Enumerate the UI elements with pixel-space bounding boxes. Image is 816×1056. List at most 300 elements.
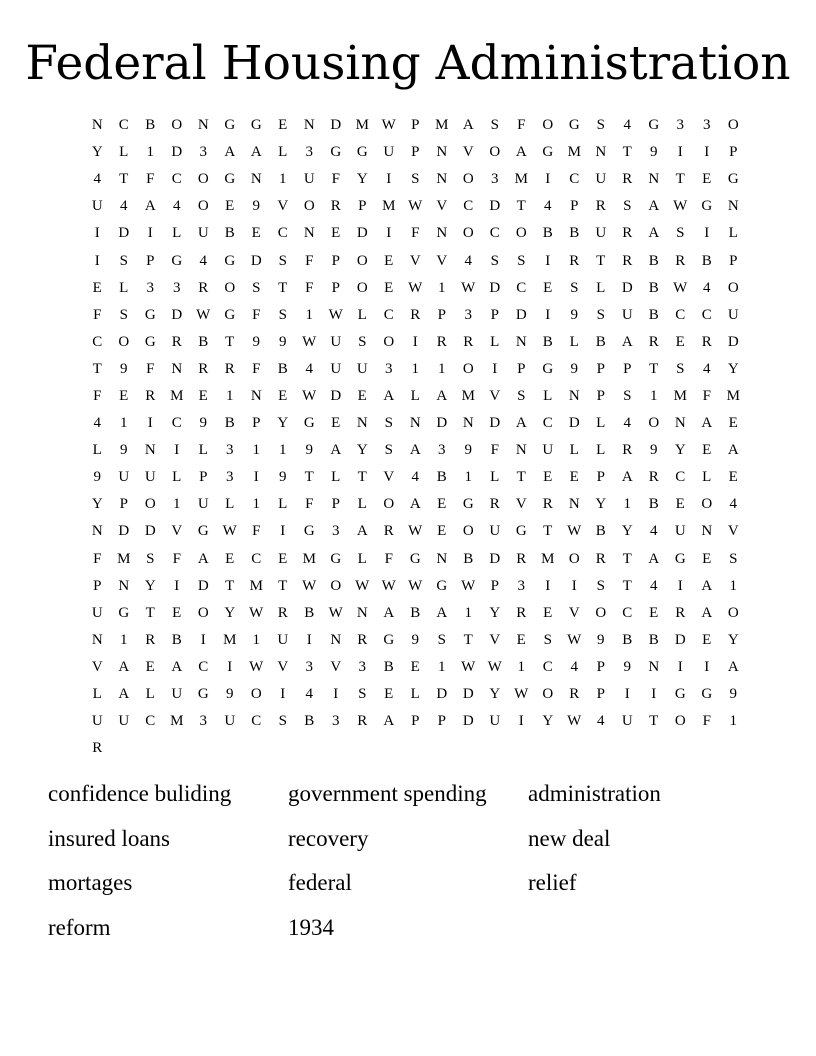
- grid-cell: C: [198, 658, 209, 675]
- grid-cell: F: [411, 225, 420, 242]
- grid-cell: F: [702, 387, 711, 404]
- grid-cell: G: [224, 117, 236, 134]
- grid-cell: G: [303, 415, 315, 432]
- grid-cell: N: [515, 442, 527, 459]
- grid-cell: F: [146, 171, 155, 188]
- grid-cell: L: [702, 469, 712, 486]
- grid-cell: C: [516, 279, 527, 296]
- grid-cell: P: [490, 577, 499, 594]
- grid-cell: I: [545, 306, 551, 323]
- grid-cell: Y: [595, 496, 607, 513]
- grid-cell: N: [727, 198, 739, 215]
- grid-cell: G: [224, 171, 236, 188]
- grid-cell: F: [93, 550, 102, 567]
- grid-cell: T: [622, 550, 632, 567]
- grid-cell: T: [675, 171, 685, 188]
- grid-cell: C: [251, 550, 262, 567]
- grid-cell: N: [648, 171, 660, 188]
- grid-cell: C: [383, 306, 394, 323]
- grid-cell: N: [409, 415, 421, 432]
- grid-cell: N: [250, 387, 262, 404]
- grid-cell: T: [92, 360, 102, 377]
- grid-cell: N: [595, 144, 607, 161]
- grid-cell: U: [330, 333, 342, 350]
- grid-cell: M: [249, 577, 263, 594]
- grid-cell: Y: [91, 496, 103, 513]
- grid-cell: P: [570, 198, 579, 215]
- grid-cell: 9: [279, 469, 287, 486]
- grid-cell: W: [408, 577, 423, 594]
- grid-cell: A: [118, 658, 130, 675]
- grid-cell: 1: [173, 496, 181, 513]
- grid-cell: I: [677, 658, 683, 675]
- grid-cell: N: [462, 415, 474, 432]
- grid-cell: L: [490, 333, 500, 350]
- grid-cell: U: [383, 144, 395, 161]
- grid-cell: I: [94, 225, 100, 242]
- grid-cell: V: [383, 469, 395, 486]
- grid-cell: I: [386, 225, 392, 242]
- grid-cell: B: [171, 631, 182, 648]
- grid-cell: C: [489, 225, 500, 242]
- grid-cell: N: [436, 144, 448, 161]
- grid-cell: U: [621, 306, 633, 323]
- grid-cell: S: [358, 333, 367, 350]
- page-title: Federal Housing Administration: [25, 36, 791, 91]
- word-list-item: administration: [528, 781, 661, 806]
- grid-cell: B: [701, 252, 712, 269]
- grid-cell: G: [701, 198, 713, 215]
- grid-cell: U: [224, 713, 236, 730]
- grid-cell: 1: [438, 658, 446, 675]
- grid-cell: F: [517, 117, 526, 134]
- grid-cell: R: [330, 198, 341, 215]
- grid-cell: U: [91, 713, 103, 730]
- grid-cell: O: [648, 415, 660, 432]
- grid-cell: I: [412, 333, 418, 350]
- word-list-item: government spending: [288, 781, 487, 806]
- grid-cell: C: [675, 306, 686, 323]
- grid-cell: W: [381, 117, 396, 134]
- grid-cell: 4: [120, 198, 128, 215]
- grid-cell: I: [704, 144, 710, 161]
- grid-cell: M: [673, 387, 687, 404]
- grid-cell: F: [490, 442, 499, 459]
- grid-cell: P: [437, 306, 446, 323]
- grid-cell: L: [596, 442, 606, 459]
- grid-cell: V: [515, 496, 527, 513]
- grid-cell: W: [355, 577, 370, 594]
- grid-cell: U: [171, 686, 183, 703]
- grid-cell: S: [517, 387, 526, 404]
- grid-cell: P: [411, 117, 420, 134]
- grid-cell: M: [461, 387, 475, 404]
- grid-cell: E: [384, 686, 394, 703]
- grid-cell: W: [328, 306, 343, 323]
- grid-cell: 3: [332, 523, 340, 540]
- grid-cell: 4: [623, 117, 631, 134]
- grid-cell: B: [542, 333, 553, 350]
- grid-cell: 4: [173, 198, 181, 215]
- grid-cell: E: [331, 225, 341, 242]
- grid-cell: O: [171, 117, 183, 134]
- grid-cell: 3: [358, 658, 366, 675]
- grid-cell: 1: [411, 360, 419, 377]
- grid-cell: B: [436, 469, 447, 486]
- grid-cell: O: [462, 225, 474, 242]
- grid-cell: R: [648, 469, 659, 486]
- grid-cell: N: [436, 550, 448, 567]
- word-list-item: federal: [288, 870, 352, 896]
- grid-cell: 4: [93, 171, 101, 188]
- grid-cell: E: [543, 604, 553, 621]
- grid-cell: I: [704, 658, 710, 675]
- grid-cell: Y: [144, 577, 156, 594]
- grid-cell: O: [303, 198, 315, 215]
- grid-cell: U: [674, 523, 686, 540]
- grid-cell: U: [303, 171, 315, 188]
- grid-cell: L: [543, 387, 553, 404]
- grid-cell: 9: [93, 469, 101, 486]
- grid-cell: N: [515, 333, 527, 350]
- grid-cell: L: [198, 442, 208, 459]
- grid-cell: 3: [464, 306, 472, 323]
- grid-cell: W: [514, 686, 529, 703]
- grid-cell: U: [489, 713, 501, 730]
- grid-cell: B: [224, 415, 235, 432]
- grid-cell: 4: [199, 252, 207, 269]
- grid-cell: 4: [703, 360, 711, 377]
- grid-cell: L: [410, 686, 420, 703]
- grid-cell: U: [330, 360, 342, 377]
- grid-cell: C: [675, 469, 686, 486]
- grid-cell: 1: [252, 496, 260, 513]
- grid-cell: R: [675, 252, 686, 269]
- grid-cell: L: [357, 550, 367, 567]
- grid-cell: D: [462, 686, 474, 703]
- grid-cell: F: [305, 252, 314, 269]
- grid-cell: 1: [226, 387, 234, 404]
- grid-cell: D: [489, 198, 501, 215]
- grid-cell: P: [358, 198, 367, 215]
- grid-cell: V: [727, 523, 739, 540]
- grid-cell: M: [117, 550, 131, 567]
- grid-cell: W: [196, 306, 211, 323]
- grid-cell: T: [278, 577, 288, 594]
- grid-cell: C: [145, 713, 156, 730]
- grid-cell: Y: [489, 604, 501, 621]
- grid-cell: R: [171, 333, 182, 350]
- grid-cell: W: [222, 523, 237, 540]
- grid-cell: B: [648, 252, 659, 269]
- grid-cell: 1: [729, 577, 737, 594]
- grid-cell: U: [727, 306, 739, 323]
- grid-cell: L: [490, 469, 500, 486]
- grid-cell: P: [490, 306, 499, 323]
- grid-cell: N: [118, 577, 130, 594]
- grid-cell: D: [171, 306, 183, 323]
- grid-cell: V: [409, 252, 421, 269]
- grid-cell: 9: [120, 442, 128, 459]
- grid-cell: A: [118, 686, 130, 703]
- grid-cell: S: [384, 442, 393, 459]
- grid-cell: O: [356, 252, 368, 269]
- grid-cell: 1: [279, 171, 287, 188]
- grid-cell: D: [144, 523, 156, 540]
- grid-cell: G: [648, 117, 660, 134]
- grid-cell: 3: [305, 658, 313, 675]
- grid-cell: E: [649, 604, 659, 621]
- grid-cell: U: [595, 225, 607, 242]
- grid-cell: E: [543, 469, 553, 486]
- grid-cell: L: [569, 442, 579, 459]
- grid-cell: W: [302, 577, 317, 594]
- grid-cell: L: [172, 225, 182, 242]
- grid-cell: V: [277, 658, 289, 675]
- grid-cell: R: [622, 225, 633, 242]
- grid-cell: A: [144, 198, 156, 215]
- grid-cell: S: [676, 360, 685, 377]
- grid-cell: F: [146, 360, 155, 377]
- grid-cell: L: [728, 225, 738, 242]
- word-list-item: 1934: [288, 915, 334, 941]
- grid-cell: W: [567, 631, 582, 648]
- grid-cell: S: [676, 225, 685, 242]
- grid-cell: E: [675, 496, 685, 513]
- grid-cell: 3: [146, 279, 154, 296]
- grid-cell: W: [302, 333, 317, 350]
- grid-cell: B: [542, 225, 553, 242]
- grid-cell: A: [648, 198, 660, 215]
- grid-cell: D: [489, 415, 501, 432]
- grid-cell: P: [437, 713, 446, 730]
- grid-cell: O: [674, 713, 686, 730]
- grid-cell: A: [330, 442, 342, 459]
- grid-cell: D: [330, 387, 342, 404]
- grid-cell: E: [410, 658, 420, 675]
- grid-cell: R: [436, 333, 447, 350]
- grid-cell: 4: [597, 713, 605, 730]
- grid-cell: V: [462, 144, 474, 161]
- grid-cell: B: [648, 496, 659, 513]
- grid-cell: 4: [650, 577, 658, 594]
- grid-cell: O: [462, 360, 474, 377]
- grid-cell: B: [595, 523, 606, 540]
- grid-cell: B: [304, 713, 315, 730]
- grid-cell: O: [197, 171, 209, 188]
- grid-cell: W: [408, 198, 423, 215]
- grid-cell: O: [568, 550, 580, 567]
- grid-cell: D: [436, 415, 448, 432]
- grid-cell: N: [171, 360, 183, 377]
- grid-cell: E: [516, 631, 526, 648]
- grid-cell: S: [278, 306, 287, 323]
- grid-cell: 4: [305, 686, 313, 703]
- word-list-item: mortages: [48, 870, 133, 896]
- grid-cell: Y: [356, 442, 368, 459]
- grid-cell: U: [621, 713, 633, 730]
- grid-cell: T: [516, 469, 526, 486]
- grid-cell: I: [306, 631, 312, 648]
- grid-cell: P: [411, 713, 420, 730]
- grid-cell: N: [91, 523, 103, 540]
- grid-cell: G: [330, 144, 342, 161]
- grid-cell: G: [568, 117, 580, 134]
- grid-cell: W: [461, 658, 476, 675]
- grid-cell: 3: [173, 279, 181, 296]
- grid-cell: 3: [305, 144, 313, 161]
- word-list-item: reform: [48, 915, 111, 941]
- grid-cell: A: [701, 604, 713, 621]
- grid-cell: A: [224, 144, 236, 161]
- grid-cell: W: [673, 279, 688, 296]
- grid-cell: A: [621, 333, 633, 350]
- grid-cell: D: [568, 415, 580, 432]
- grid-cell: D: [330, 117, 342, 134]
- grid-cell: D: [727, 333, 739, 350]
- grid-cell: B: [304, 604, 315, 621]
- grid-cell: Y: [542, 713, 554, 730]
- grid-cell: 4: [305, 360, 313, 377]
- grid-cell: N: [91, 117, 103, 134]
- grid-cell: N: [197, 117, 209, 134]
- grid-cell: U: [118, 469, 130, 486]
- grid-cell: V: [436, 198, 448, 215]
- grid-cell: B: [595, 333, 606, 350]
- grid-cell: O: [595, 604, 607, 621]
- grid-cell: I: [492, 360, 498, 377]
- grid-cell: R: [357, 713, 368, 730]
- grid-cell: L: [331, 469, 341, 486]
- grid-cell: E: [145, 658, 155, 675]
- grid-cell: F: [305, 496, 314, 513]
- grid-cell: T: [463, 631, 473, 648]
- grid-cell: A: [383, 387, 395, 404]
- grid-cell: O: [489, 144, 501, 161]
- grid-cell: N: [356, 604, 368, 621]
- grid-cell: W: [408, 523, 423, 540]
- grid-cell: A: [383, 604, 395, 621]
- grid-cell: I: [704, 225, 710, 242]
- grid-cell: S: [543, 631, 552, 648]
- grid-cell: I: [174, 577, 180, 594]
- grid-cell: I: [677, 144, 683, 161]
- grid-cell: 3: [332, 713, 340, 730]
- grid-cell: I: [386, 171, 392, 188]
- grid-cell: R: [569, 252, 580, 269]
- grid-cell: F: [172, 550, 181, 567]
- grid-cell: I: [545, 171, 551, 188]
- grid-cell: P: [331, 252, 340, 269]
- grid-cell: O: [330, 577, 342, 594]
- grid-cell: S: [278, 713, 287, 730]
- grid-cell: T: [649, 360, 659, 377]
- grid-cell: N: [436, 225, 448, 242]
- grid-cell: P: [596, 387, 605, 404]
- grid-cell: E: [437, 523, 447, 540]
- grid-cell: D: [462, 713, 474, 730]
- grid-cell: L: [357, 306, 367, 323]
- grid-cell: R: [701, 333, 712, 350]
- grid-cell: I: [624, 686, 630, 703]
- grid-cell: D: [436, 686, 448, 703]
- grid-cell: B: [198, 333, 209, 350]
- grid-cell: S: [384, 415, 393, 432]
- grid-cell: 9: [570, 306, 578, 323]
- grid-cell: Y: [674, 442, 686, 459]
- grid-cell: C: [622, 604, 633, 621]
- grid-cell: F: [305, 279, 314, 296]
- grid-cell: 1: [517, 658, 525, 675]
- grid-cell: E: [384, 252, 394, 269]
- grid-cell: 9: [252, 198, 260, 215]
- grid-cell: E: [702, 171, 712, 188]
- grid-cell: W: [249, 604, 264, 621]
- grid-cell: 3: [385, 360, 393, 377]
- grid-cell: O: [727, 279, 739, 296]
- grid-cell: A: [621, 469, 633, 486]
- grid-cell: R: [516, 550, 527, 567]
- grid-cell: L: [92, 686, 102, 703]
- grid-cell: G: [250, 117, 262, 134]
- grid-cell: S: [623, 198, 632, 215]
- grid-cell: U: [91, 198, 103, 215]
- grid-cell: F: [252, 523, 261, 540]
- grid-cell: U: [144, 469, 156, 486]
- grid-cell: R: [622, 442, 633, 459]
- grid-cell: V: [436, 252, 448, 269]
- grid-cell: S: [252, 279, 261, 296]
- grid-cell: 4: [570, 658, 578, 675]
- grid-cell: 1: [623, 496, 631, 513]
- grid-cell: O: [383, 496, 395, 513]
- grid-cell: C: [171, 415, 182, 432]
- grid-cell: B: [277, 360, 288, 377]
- grid-cell: M: [567, 144, 581, 161]
- grid-cell: 3: [676, 117, 684, 134]
- grid-cell: I: [227, 658, 233, 675]
- grid-cell: E: [172, 604, 182, 621]
- grid-cell: 4: [411, 469, 419, 486]
- grid-cell: I: [280, 686, 286, 703]
- grid-cell: 4: [650, 523, 658, 540]
- grid-cell: P: [729, 252, 738, 269]
- grid-cell: G: [171, 252, 183, 269]
- grid-cell: W: [249, 658, 264, 675]
- grid-cell: P: [517, 360, 526, 377]
- grid-cell: T: [225, 333, 235, 350]
- grid-cell: U: [277, 631, 289, 648]
- grid-cell: S: [278, 252, 287, 269]
- grid-cell: A: [436, 604, 448, 621]
- grid-cell: D: [489, 279, 501, 296]
- grid-cell: U: [91, 604, 103, 621]
- grid-cell: W: [567, 523, 582, 540]
- grid-cell: F: [93, 306, 102, 323]
- grid-cell: 9: [623, 658, 631, 675]
- grid-cell: W: [408, 279, 423, 296]
- grid-cell: S: [119, 306, 128, 323]
- grid-cell: 3: [226, 469, 234, 486]
- grid-cell: I: [571, 577, 577, 594]
- grid-cell: W: [461, 279, 476, 296]
- grid-cell: O: [701, 496, 713, 513]
- grid-cell: P: [331, 279, 340, 296]
- grid-cell: G: [409, 550, 421, 567]
- grid-cell: 9: [279, 333, 287, 350]
- grid-cell: A: [409, 496, 421, 513]
- word-list-item: confidence buliding: [48, 781, 232, 806]
